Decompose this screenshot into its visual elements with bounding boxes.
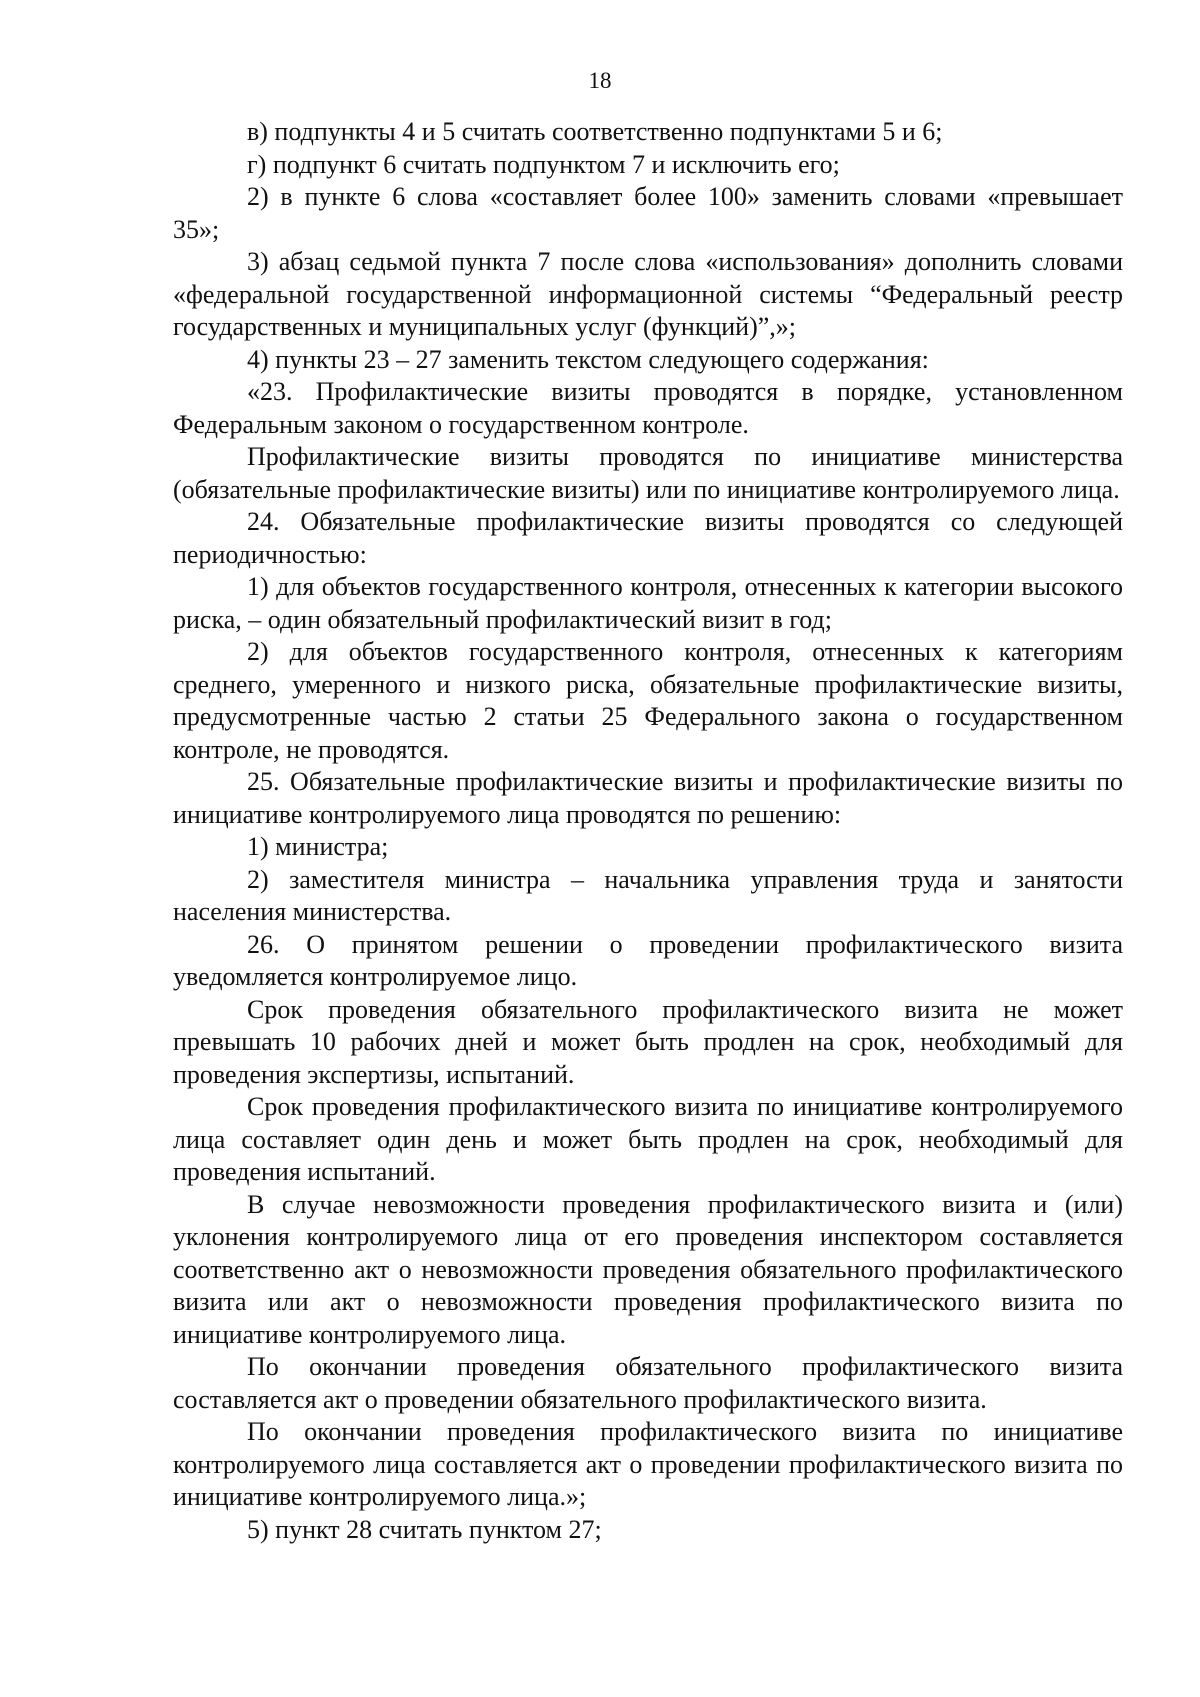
- paragraph: 2) для объектов государственного контроля, отнесенных к категориям среднего, умеренного и низкого риска, обязательные профилактические визиты, предусмотренные частью 2 статьи 25 Федерального закона о государственном контроле, не проводятся.: [173, 637, 1123, 764]
- paragraph: 24. Обязательные профилактические визиты проводятся со следующей периодичностью:: [173, 507, 1123, 569]
- paragraph: Срок проведения обязательного профилактического визита не может превышать 10 рабочих дней и может быть продлен на срок, необходимый для проведения экспертизы, испытаний.: [173, 994, 1123, 1089]
- page-number: 18: [588, 68, 612, 93]
- paragraph: В случае невозможности проведения профилактического визита и (или) уклонения контролируемого лица от его проведения инспектором составляется соответственно акт о невозможности проведения обязательного профилактического визита или акт о невозможности проведения профилактического визита по инициативе контролируемого лица.: [173, 1189, 1123, 1349]
- paragraph: г) подпункт 6 считать подпунктом 7 и исключить его;: [247, 149, 840, 179]
- paragraph: 25. Обязательные профилактические визиты и профилактические визиты по инициативе контролируемого лица проводятся по решению:: [173, 767, 1123, 829]
- paragraph: По окончании проведения обязательного профилактического визита составляется акт о проведении обязательного профилактического визита.: [173, 1352, 1123, 1414]
- paragraph: 1) для объектов государственного контроля, отнесенных к категории высокого риска, – один обязательный профилактический визит в год;: [173, 572, 1123, 634]
- paragraph: Срок проведения профилактического визита по инициативе контролируемого лица составляет один день и может быть продлен на срок, необходимый для проведения испытаний.: [173, 1092, 1123, 1186]
- paragraph: 3) абзац седьмой пункта 7 после слова «использования» дополнить словами «федеральной государственной информационной системы “Федеральный реестр государственных и муниципальных услуг (функций)”,»;: [173, 247, 1123, 341]
- paragraph: 2) в пункте 6 слова «составляет более 100» заменить словами «превышает 35»;: [173, 182, 1123, 244]
- paragraph: Профилактические визиты проводятся по инициативе министерства (обязательные профилактические визиты) или по инициативе контролируемого лица.: [173, 442, 1123, 504]
- paragraph: По окончании проведения профилактического визита по инициативе контролируемого лица составляется акт о проведении профилактического визита по инициативе контролируемого лица.»;: [173, 1417, 1123, 1511]
- document-body: [173, 116, 1123, 1546]
- paragraph: 26. О принятом решении о проведении профилактического визита уведомляется контролируемое лицо.: [173, 929, 1123, 991]
- paragraph: 1) министра;: [247, 832, 389, 861]
- paragraph: 4) пункты 23 – 27 заменить текстом следующего содержания:: [247, 344, 929, 374]
- paragraph: «23. Профилактические визиты проводятся в порядке, установленном Федеральным законом о государственном контроле.: [173, 377, 1123, 439]
- paragraph: 2) заместителя министра – начальника управления труда и занятости населения министерства.: [173, 864, 1123, 926]
- paragraph: 5) пункт 28 считать пунктом 27;: [247, 1514, 602, 1544]
- paragraph: в) подпункты 4 и 5 считать соответственно подпунктами 5 и 6;: [247, 117, 943, 146]
